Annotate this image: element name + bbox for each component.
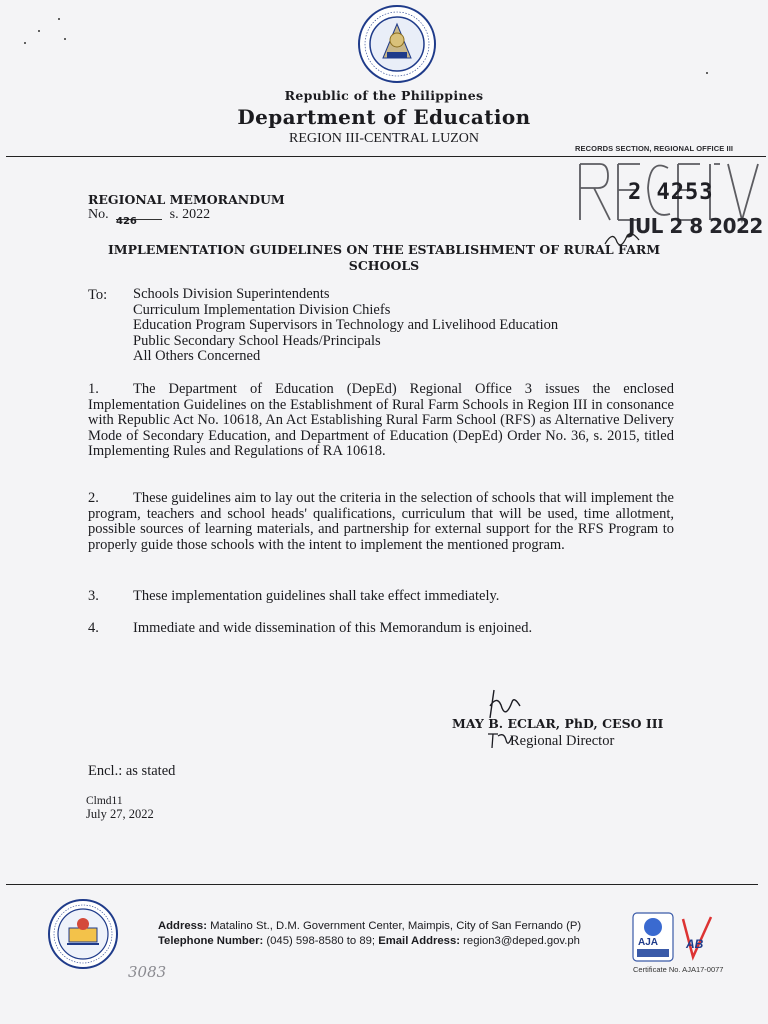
memo-number-handwritten: 426 [116,216,137,227]
footer-contact [158,935,618,947]
department-title: Department of Education [237,105,531,129]
recipient-list [133,287,558,365]
recipient-item: Education Program Supervisors in Technology and Livelihood Education [133,317,559,334]
stamp-date: JUL 2 8 2022 [628,214,763,238]
scan-speck [24,42,26,44]
recipient-item: Public Secondary School Heads/Principals [133,332,381,349]
paragraph-text: The Department of Education (DepEd) Regional Office 3 issues the enclosed Implementation Guidelines on the Establishment of Rural Farm Schools in Region III in consonance with Republic Act No. 10618, An Act Establishing Rural Farm School (RFS) as Alternative Delivery Mode of Secondary Education, and Department of Education (DepEd) Order No. 36, s. 2015, titled Implementing Rules and Regulations of RA 10618. [88,381,674,459]
signatory-name: MAY B. ECLAR, PhD, CESO III [452,716,664,731]
footer-seal-icon [47,898,119,970]
paragraph-text: Immediate and wide dissemination of this Memorandum is enjoined. [133,620,533,636]
memo-series: s. 2022 [169,207,211,222]
paragraph-text: These guidelines aim to lay out the criteria in the selection of schools that will implement the program, teachers and school heads' qualifications, curriculum that will be used, time allotment, possible sources of learning materials, and partnership for external support for the RFS Program to properly guide those schools with the intent to implement the mentioned program. [88,490,674,553]
phone-value: (045) 598-8580 to 89; [266,935,376,947]
recipient-item: Schools Division Superintendents [133,286,330,302]
paragraph-4 [88,621,674,637]
stamp-number: 2 4253 [628,180,714,205]
paragraph-text: These implementation guidelines shall take effect immediately. [133,588,500,604]
reference-date: July 27, 2022 [86,807,154,821]
footer-address [158,920,618,932]
cert-mark-text: AB [686,937,704,951]
email-label: Email Address: [378,935,461,947]
paragraph-number: 2. [88,490,99,506]
region-label: REGION III-CENTRAL LUZON [289,131,479,146]
paragraph-number: 4. [88,620,99,636]
republic-label: Republic of the Philippines [284,88,484,103]
enclosure-note: Encl.: as stated [88,763,176,779]
address-value: Matalino St., D.M. Government Center, Maimpis, City of San Fernando (P) [210,920,582,932]
phone-label: Telephone Number: [158,935,264,947]
cert-logo-text: AJA [638,937,659,948]
certificate-number: Certificate No. AJA17-0077 [633,965,724,974]
footer-divider [6,884,758,885]
reference-code: Clmd11 [86,795,123,807]
paragraph-2 [88,491,674,553]
deped-seal-icon [357,4,437,84]
scan-speck [58,18,60,20]
address-label: Address: [158,920,207,932]
paragraph-number: 1. [88,381,99,397]
paragraph-3 [88,589,674,605]
scan-speck [706,72,708,74]
paragraph-1 [88,382,674,460]
email-value: region3@deped.gov.ph [463,935,580,947]
memo-subject: IMPLEMENTATION GUIDELINES ON THE ESTABLISHMENT OF RURAL FARM SCHOOLS [107,242,661,273]
to-label: To: [88,287,108,303]
memo-no-prefix: No. [88,207,109,222]
scan-speck [38,30,40,32]
recipient-item: All Others Concerned [133,348,261,365]
recipient-item: Curriculum Implementation Division Chiefs [133,301,391,318]
header-divider [6,156,766,157]
memo-type: REGIONAL MEMORANDUM [88,192,285,207]
signatory-title: Regional Director [510,733,615,749]
paragraph-number: 3. [88,588,99,604]
stamp-caption: RECORDS SECTION, REGIONAL OFFICE III [575,144,734,153]
memo-number-line [88,207,210,223]
handwritten-note: 3083 [128,963,167,981]
scan-speck [64,38,66,40]
